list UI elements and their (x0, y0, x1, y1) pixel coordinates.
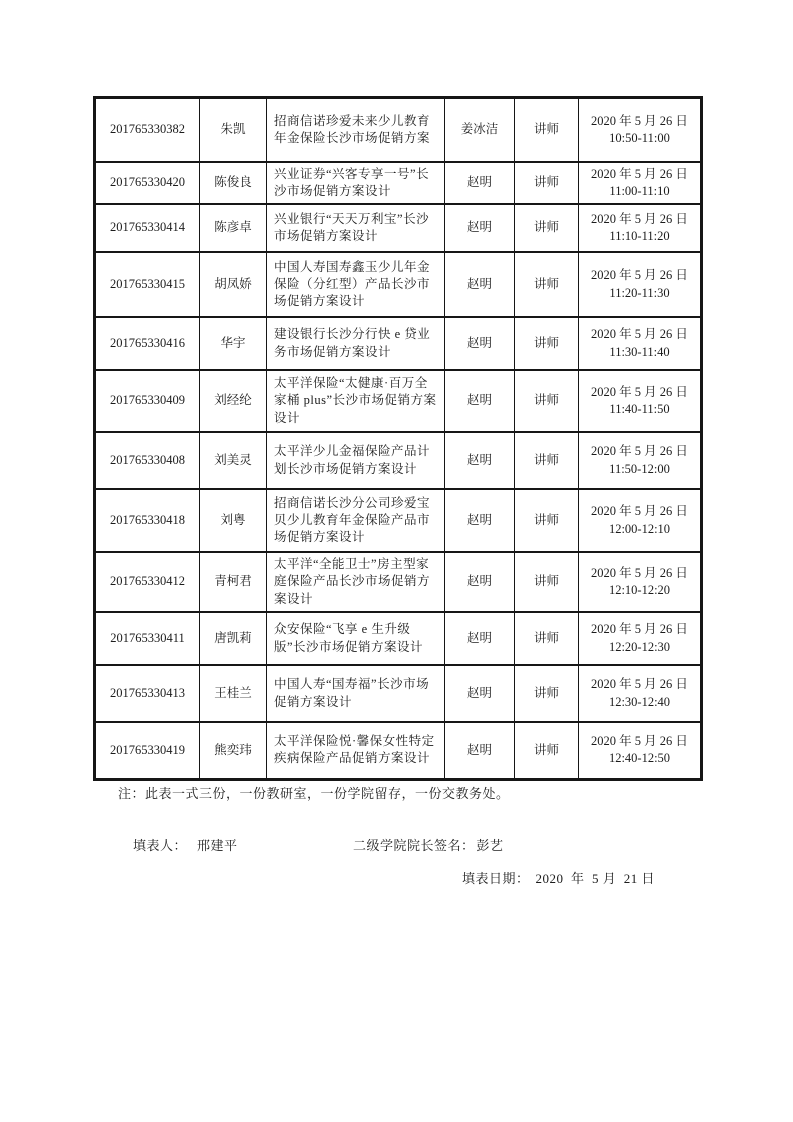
defense-date: 2020 年 5 月 26 日 (591, 384, 688, 399)
defense-date: 2020 年 5 月 26 日 (591, 211, 688, 226)
defense-date: 2020 年 5 月 26 日 (591, 504, 688, 519)
student-name-cell: 王桂兰 (200, 665, 267, 722)
student-name-cell: 刘美灵 (200, 432, 267, 489)
thesis-title-cell: 中国人寿“国寿福”长沙市场促销方案设计 (267, 665, 445, 722)
thesis-title-cell: 兴业银行“天天万利宝”长沙市场促销方案设计 (267, 204, 445, 252)
student-id-cell: 201765330415 (95, 252, 200, 317)
advisor-rank-cell: 讲师 (515, 252, 579, 317)
defense-time-range: 11:50-12:00 (609, 461, 670, 476)
student-id-cell: 201765330414 (95, 204, 200, 252)
defense-time-cell (579, 252, 702, 317)
table-row (95, 204, 702, 252)
form-date-label: 填表日期： (462, 871, 530, 886)
defense-time-cell (579, 665, 702, 722)
defense-time-range: 12:10-12:20 (608, 583, 671, 597)
student-id-cell: 201765330416 (95, 317, 200, 370)
table-row (95, 162, 702, 205)
table-row (95, 370, 702, 432)
note-line: 注：此表一式三份，一份教研室，一份学院留存，一份交教务处。 (118, 786, 510, 801)
table-row (95, 489, 702, 552)
advisor-name-cell: 赵明 (445, 204, 515, 252)
defense-date: 2020 年 5 月 26 日 (591, 113, 688, 128)
filler-label: 填表人： (133, 838, 188, 853)
table-row (95, 665, 702, 722)
defense-time-cell (579, 722, 702, 779)
thesis-title-cell: 建设银行长沙分行快 e 贷业务市场促销方案设计 (267, 317, 445, 370)
defense-time-cell (579, 162, 702, 205)
defense-time-cell (579, 612, 702, 665)
table-row (95, 252, 702, 317)
student-name-cell: 唐凯莉 (200, 612, 267, 665)
thesis-title-cell: 太平洋少儿金福保险产品计划长沙市场促销方案设计 (267, 432, 445, 489)
table-row (95, 612, 702, 665)
thesis-title-cell: 太平洋保险“太健康·百万全家桶 plus”长沙市场促销方案设计 (267, 370, 445, 432)
student-name-cell: 刘经纶 (200, 370, 267, 432)
advisor-rank-cell: 讲师 (515, 370, 579, 432)
defense-date: 2020 年 5 月 26 日 (591, 734, 688, 748)
defense-time-range: 12:30-12:40 (608, 694, 671, 709)
student-id-cell: 201765330418 (95, 489, 200, 552)
form-date-value: 2020 年 5 月 21 日 (535, 871, 656, 886)
student-name-cell: 朱凯 (200, 98, 267, 162)
student-name-cell: 青柯君 (200, 552, 267, 612)
defense-time-range: 12:40-12:50 (608, 751, 671, 766)
advisor-name-cell: 赵明 (445, 370, 515, 432)
defense-time-cell (579, 317, 702, 370)
defense-date: 2020 年 5 月 26 日 (591, 444, 688, 459)
student-name-cell: 陈俊良 (200, 162, 267, 205)
table-row (95, 432, 702, 489)
advisor-rank-cell: 讲师 (515, 665, 579, 722)
dean-signature-name: 彭艺 (476, 838, 504, 853)
defense-time-range: 11:00-11:10 (609, 183, 670, 198)
advisor-rank-cell: 讲师 (515, 98, 579, 162)
thesis-title-cell: 太平洋“全能卫士”房主型家庭保险产品长沙市场促销方案设计 (267, 552, 445, 612)
defense-time-cell (579, 98, 702, 162)
table-row (95, 722, 702, 779)
defense-date: 2020 年 5 月 26 日 (591, 677, 688, 692)
defense-schedule-table (93, 96, 703, 781)
advisor-rank-cell: 讲师 (515, 317, 579, 370)
defense-date: 2020 年 5 月 26 日 (591, 327, 688, 342)
thesis-title-cell: 招商信诺长沙分公司珍爱宝贝少儿教育年金保险产品市场促销方案设计 (267, 489, 445, 552)
student-name-cell: 熊奕玮 (200, 722, 267, 779)
advisor-name-cell: 赵明 (445, 552, 515, 612)
thesis-title-cell: 中国人寿国寿鑫玉少儿年金保险（分红型）产品长沙市场促销方案设计 (267, 252, 445, 317)
advisor-name-cell: 姜冰洁 (445, 98, 515, 162)
filler-name: 邢建平 (197, 838, 238, 853)
advisor-rank-cell: 讲师 (515, 612, 579, 665)
table-row (95, 317, 702, 370)
defense-time-range: 10:50-11:00 (609, 130, 670, 145)
advisor-rank-cell: 讲师 (515, 722, 579, 779)
advisor-name-cell: 赵明 (445, 722, 515, 779)
student-name-cell: 陈彦卓 (200, 204, 267, 252)
defense-date: 2020 年 5 月 26 日 (591, 622, 688, 637)
defense-date: 2020 年 5 月 26 日 (591, 565, 688, 580)
defense-time-range: 11:10-11:20 (609, 229, 670, 243)
defense-time-range: 11:30-11:40 (609, 344, 670, 359)
advisor-rank-cell: 讲师 (515, 432, 579, 489)
thesis-title-cell: 兴业证券“兴客专享一号”长沙市场促销方案设计 (267, 162, 445, 205)
advisor-name-cell: 赵明 (445, 489, 515, 552)
student-id-cell: 201765330420 (95, 162, 200, 205)
advisor-rank-cell: 讲师 (515, 204, 579, 252)
student-id-cell: 201765330411 (95, 612, 200, 665)
defense-time-range: 11:20-11:30 (609, 285, 670, 300)
defense-date: 2020 年 5 月 26 日 (591, 166, 688, 181)
form-date-line (447, 852, 655, 903)
advisor-name-cell: 赵明 (445, 252, 515, 317)
thesis-title-cell: 众安保险“飞享 e 生升级版”长沙市场促销方案设计 (267, 612, 445, 665)
advisor-name-cell: 赵明 (445, 317, 515, 370)
advisor-name-cell: 赵明 (445, 432, 515, 489)
student-id-cell: 201765330409 (95, 370, 200, 432)
defense-date: 2020 年 5 月 26 日 (591, 268, 688, 283)
defense-time-cell (579, 489, 702, 552)
filler-line (118, 819, 238, 870)
defense-time-range: 12:20-12:30 (608, 639, 671, 654)
student-name-cell: 胡凤娇 (200, 252, 267, 317)
defense-time-range: 11:40-11:50 (609, 402, 670, 416)
table-row (95, 98, 702, 162)
student-id-cell: 201765330419 (95, 722, 200, 779)
table-row (95, 552, 702, 612)
thesis-title-cell: 太平洋保险悦·馨保女性特定疾病保险产品促销方案设计 (267, 722, 445, 779)
advisor-rank-cell: 讲师 (515, 489, 579, 552)
advisor-name-cell: 赵明 (445, 665, 515, 722)
student-id-cell: 201765330412 (95, 552, 200, 612)
advisor-rank-cell: 讲师 (515, 162, 579, 205)
advisor-name-cell: 赵明 (445, 162, 515, 205)
thesis-title-cell: 招商信诺珍爱未来少儿教育年金保险长沙市场促销方案 (267, 98, 445, 162)
student-id-cell: 201765330382 (95, 98, 200, 162)
student-name-cell: 华宇 (200, 317, 267, 370)
defense-time-range: 12:00-12:10 (608, 521, 671, 536)
defense-time-cell (579, 552, 702, 612)
student-id-cell: 201765330413 (95, 665, 200, 722)
student-name-cell: 刘粤 (200, 489, 267, 552)
dean-signature-label: 二级学院院长签名： (353, 838, 475, 853)
advisor-name-cell: 赵明 (445, 612, 515, 665)
defense-time-cell (579, 370, 702, 432)
advisor-rank-cell: 讲师 (515, 552, 579, 612)
defense-time-cell (579, 204, 702, 252)
student-id-cell: 201765330408 (95, 432, 200, 489)
defense-time-cell (579, 432, 702, 489)
